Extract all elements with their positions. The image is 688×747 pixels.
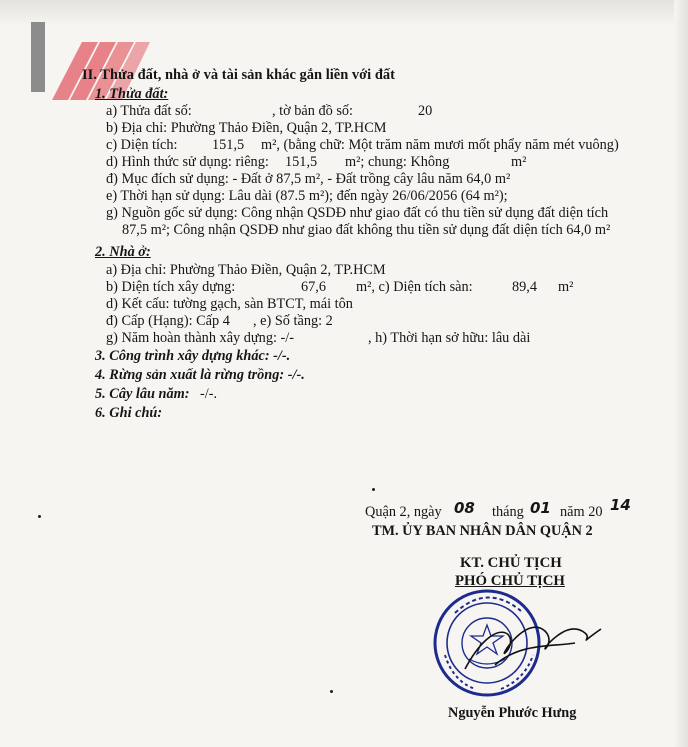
land-heading: 1. Thửa đất: xyxy=(95,86,169,102)
house-built-area-label: b) Diện tích xây dựng: xyxy=(106,279,236,295)
land-area-label: c) Diện tích: xyxy=(106,137,178,153)
issuing-authority: TM. ỦY BAN NHÂN DÂN QUẬN 2 xyxy=(372,523,593,539)
land-usage-unit: m² xyxy=(511,154,527,170)
land-term: e) Thời hạn sử dụng: Lâu dài (87.5 m²); đến ngày 26/06/2056 (64 m²); xyxy=(106,188,508,204)
house-floor-area-value: 89,4 xyxy=(512,279,538,295)
date-year-suffix: 14 xyxy=(610,496,631,514)
signer-name: Nguyễn Phước Hưng xyxy=(448,705,577,721)
item-perennial-trees: 5. Cây lâu năm: xyxy=(95,386,190,402)
scan-edge-right xyxy=(674,0,688,747)
house-address: a) Địa chỉ: Phường Thảo Điền, Quận 2, TP.HCM xyxy=(106,262,386,278)
house-floor-area-unit: m² xyxy=(558,279,574,295)
official-stamp-and-signature-icon xyxy=(425,573,625,703)
land-map-sheet-value: 20 xyxy=(418,103,433,119)
land-map-sheet-label: , tờ bản đồ số: xyxy=(272,103,354,119)
land-address: b) Địa chỉ: Phường Thảo Điền, Quận 2, TP.HCM xyxy=(106,120,387,136)
section-title: II. Thửa đất, nhà ở và tài sản khác gắn liền với đất xyxy=(82,67,395,83)
house-floor-area-label: m², c) Diện tích sàn: xyxy=(356,279,473,295)
house-floors: , e) Số tầng: 2 xyxy=(253,313,333,329)
land-usage-private-value: 151,5 xyxy=(285,154,318,170)
house-grade: đ) Cấp (Hạng): Cấp 4 xyxy=(106,313,230,329)
house-completion-year: g) Năm hoàn thành xây dựng: -/- xyxy=(106,330,295,346)
land-origin-line2: 87,5 m²; Công nhận QSDĐ như giao đất không thu tiền sử dụng đất diện tích 64,0 m² xyxy=(122,222,611,238)
house-heading: 2. Nhà ở: xyxy=(95,244,151,260)
land-area-words: m², (bằng chữ: Một trăm năm mươi mốt phẩy năm mét vuông) xyxy=(261,137,619,153)
scan-speck xyxy=(38,515,41,518)
land-purpose: đ) Mục đích sử dụng: - Đất ở 87,5 m², - Đất trồng cây lâu năm 64,0 m² xyxy=(106,171,511,187)
land-usage-form-label: d) Hình thức sử dụng: riêng: xyxy=(106,154,269,170)
land-usage-common: m²; chung: Không xyxy=(345,154,450,170)
house-structure: d) Kết cấu: tường gạch, sàn BTCT, mái tôn xyxy=(106,296,353,312)
signer-title-2: PHÓ CHỦ TỊCH xyxy=(455,573,565,589)
date-month-label: tháng xyxy=(492,504,524,520)
date-month: 01 xyxy=(530,499,551,517)
scan-speck xyxy=(330,690,333,693)
item-notes: 6. Ghi chú: xyxy=(95,405,163,421)
date-day: 08 xyxy=(454,499,475,517)
date-prefix: Quận 2, ngày xyxy=(365,504,442,520)
land-area-value: 151,5 xyxy=(212,137,245,153)
land-parcel-label: a) Thửa đất số: xyxy=(106,103,192,119)
item-perennial-trees-value: -/-. xyxy=(200,386,218,402)
item-other-construction: 3. Công trình xây dựng khác: -/-. xyxy=(95,348,291,364)
scan-speck xyxy=(372,488,375,491)
house-ownership-term: , h) Thời hạn sở hữu: lâu dài xyxy=(368,330,531,346)
date-year-label: năm 20 xyxy=(560,504,603,520)
house-built-area-value: 67,6 xyxy=(301,279,327,295)
signer-title-1: KT. CHỦ TỊCH xyxy=(460,555,562,571)
land-origin-line1: g) Nguồn gốc sử dụng: Công nhận QSDĐ như giao đất có thu tiền sử dụng đất diện tích xyxy=(106,205,609,221)
item-production-forest: 4. Rừng sản xuất là rừng trồng: -/-. xyxy=(95,367,305,383)
